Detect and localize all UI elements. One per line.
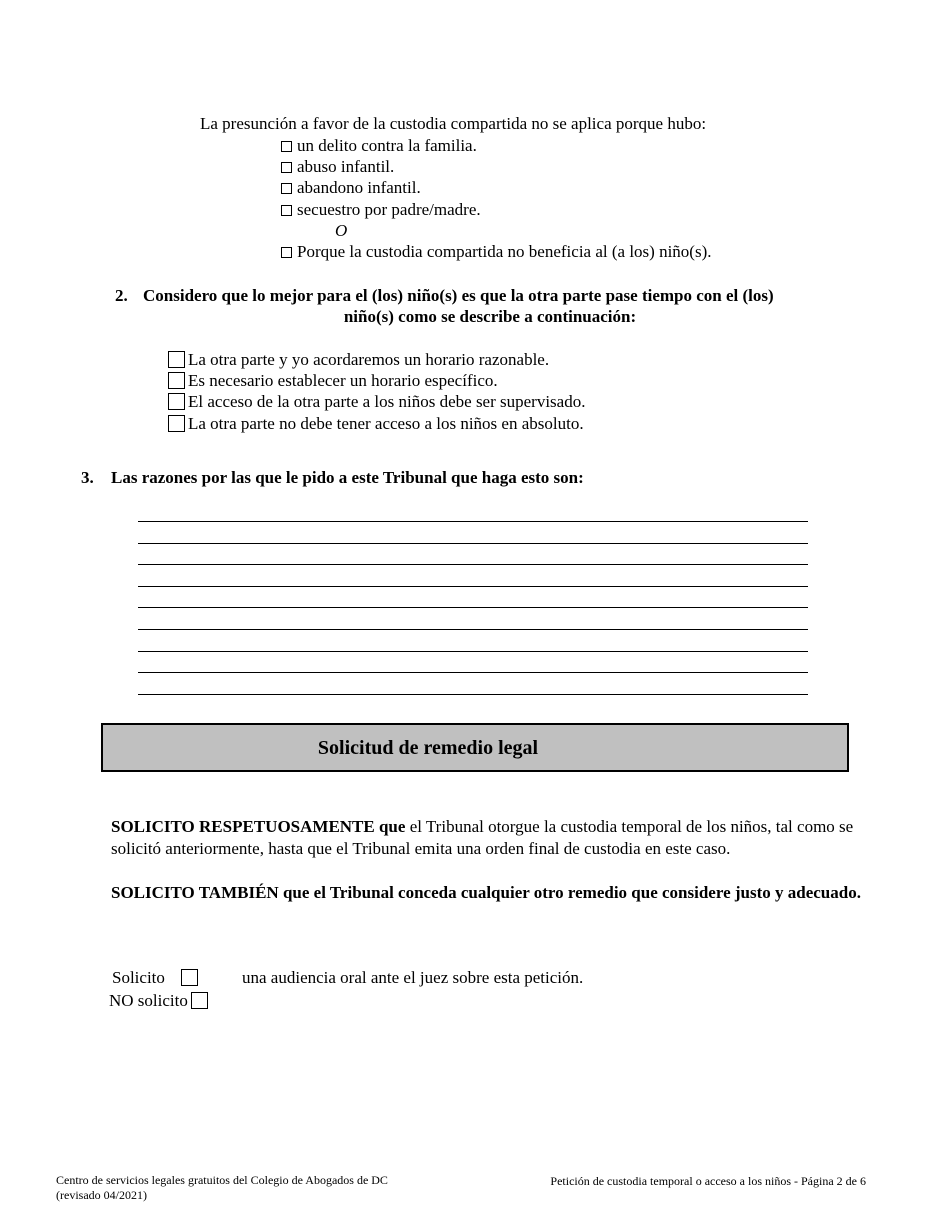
presumption-intro: La presunción a favor de la custodia compartida no se aplica porque hubo: <box>200 114 707 133</box>
visitation-option-supervised[interactable] <box>168 392 585 412</box>
footer-revised: (revisado 04/2021) <box>56 1188 147 1202</box>
writing-line[interactable] <box>138 521 808 522</box>
checkbox-abuse[interactable] <box>281 162 292 173</box>
writing-line[interactable] <box>138 694 808 695</box>
option-label: secuestro por padre/madre. <box>297 200 481 219</box>
presumption-option-crime[interactable] <box>281 136 477 156</box>
writing-line[interactable] <box>138 651 808 652</box>
writing-line[interactable] <box>138 672 808 673</box>
presumption-option-no-benefit[interactable] <box>281 242 711 262</box>
section2-title-line2: niño(s) como se describe a continuación: <box>343 307 637 326</box>
checkbox-schedule[interactable] <box>168 372 185 389</box>
visitation-option-agree[interactable] <box>168 350 549 370</box>
relief-banner <box>101 723 849 772</box>
request-hearing-option[interactable] <box>112 968 201 988</box>
checkbox-request-hearing[interactable] <box>181 969 198 986</box>
no-request-hearing-option[interactable] <box>109 991 211 1011</box>
checkbox-no-request-hearing[interactable] <box>191 992 208 1009</box>
relief-p1-bold: SOLICITO RESPETUOSAMENTE que <box>111 817 406 836</box>
presumption-option-kidnapping[interactable] <box>281 200 481 220</box>
section3-title: Las razones por las que le pido a este Tribunal que haga esto son: <box>111 468 584 487</box>
writing-line[interactable] <box>138 564 808 565</box>
section2-number: 2. <box>115 286 128 305</box>
relief-paragraph-1 <box>111 816 871 860</box>
option-label: La otra parte no debe tener acceso a los niños en absoluto. <box>188 414 584 433</box>
section3-number: 3. <box>81 468 94 487</box>
footer-page-info: Petición de custodia temporal o acceso a los niños - Página 2 de 6 <box>550 1174 866 1188</box>
section2-title-line1: Considero que lo mejor para el (los) niño(s) es que la otra parte pase tiempo con el (los) <box>143 286 774 305</box>
writing-line[interactable] <box>138 543 808 544</box>
option-label: un delito contra la familia. <box>297 136 477 155</box>
relief-banner-title: Solicitud de remedio legal <box>317 737 539 759</box>
option-label: abandono infantil. <box>297 178 421 197</box>
option-label: El acceso de la otra parte a los niños debe ser supervisado. <box>188 392 586 411</box>
checkbox-supervised[interactable] <box>168 393 185 410</box>
checkbox-agree[interactable] <box>168 351 185 368</box>
relief-paragraph-2: SOLICITO TAMBIÉN que el Tribunal conceda cualquier otro remedio que considere justo y adecuado. <box>111 883 861 902</box>
visitation-option-schedule[interactable] <box>168 371 498 391</box>
or-separator: O <box>335 221 348 240</box>
checkbox-kidnapping[interactable] <box>281 205 292 216</box>
option-label: La otra parte y yo acordaremos un horario razonable. <box>188 350 550 369</box>
option-label: Porque la custodia compartida no beneficia al (a los) niño(s). <box>297 242 712 261</box>
visitation-option-no-access[interactable] <box>168 414 584 434</box>
checkbox-no-access[interactable] <box>168 415 185 432</box>
footer-org: Centro de servicios legales gratuitos del Colegio de Abogados de DC <box>56 1173 388 1187</box>
request-label: Solicito <box>112 968 165 987</box>
relief-p1-text: el Tribunal otorgue la custodia temporal de los niños, tal como se solicitó anteriormente, hasta que el Tribunal emita una orden final de custodia en este caso. <box>111 817 854 858</box>
no-request-label: NO solicito <box>109 991 188 1010</box>
option-label: Es necesario establecer un horario específico. <box>188 371 498 390</box>
writing-line[interactable] <box>138 629 808 630</box>
checkbox-abandonment[interactable] <box>281 183 292 194</box>
presumption-option-abuse[interactable] <box>281 157 394 177</box>
presumption-option-abandonment[interactable] <box>281 178 421 198</box>
checkbox-no-benefit[interactable] <box>281 247 292 258</box>
writing-line[interactable] <box>138 607 808 608</box>
option-label: abuso infantil. <box>297 157 395 176</box>
hearing-text: una audiencia oral ante el juez sobre esta petición. <box>242 968 584 987</box>
writing-line[interactable] <box>138 586 808 587</box>
checkbox-crime[interactable] <box>281 141 292 152</box>
